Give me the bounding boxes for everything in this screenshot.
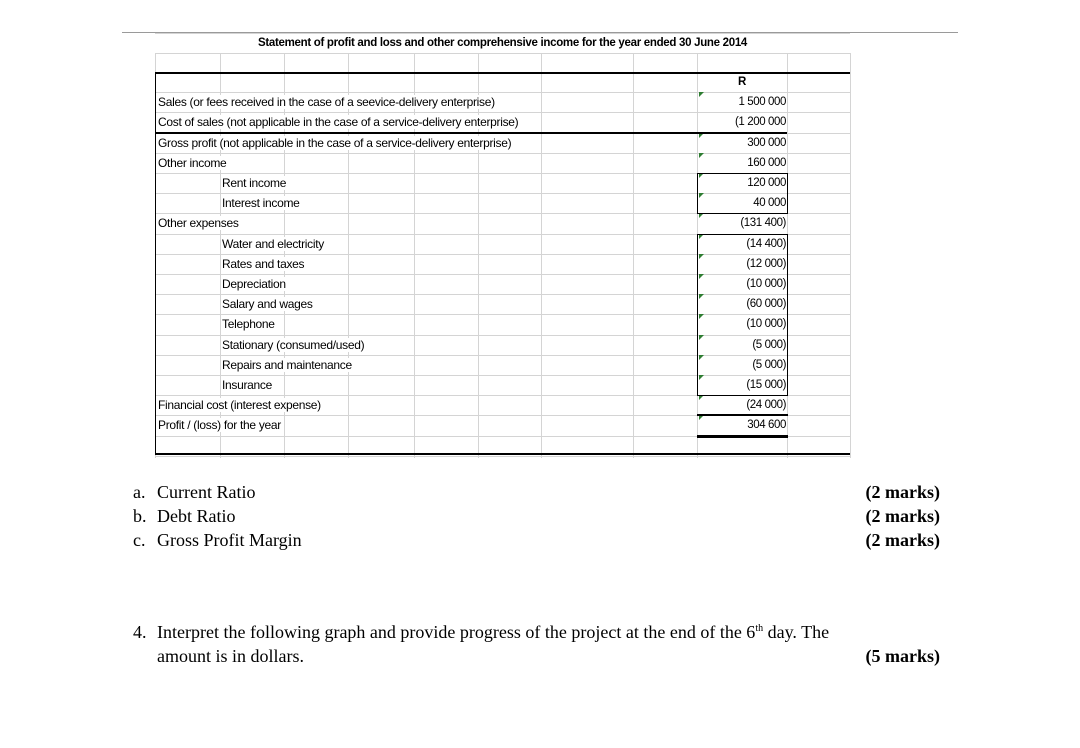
question-4-text-end: day. The [763, 622, 830, 642]
ratio-label: Current Ratio [157, 482, 256, 502]
row-label-text: Financial cost (interest expense) [158, 398, 321, 413]
question-4-text-line2: amount is in dollars. [157, 646, 304, 666]
ratio-marks: (2 marks) [865, 506, 940, 526]
statement-row-value: (1 200 000 [735, 116, 786, 129]
cell-note-marker-icon [699, 153, 704, 158]
statement-row-label [158, 113, 519, 132]
cell-border-box [697, 173, 788, 214]
statement-row-label [158, 396, 322, 415]
row-label-text: Cost of sales (not applicable in the case of a service-delivery enterprise) [158, 115, 519, 130]
statement-row-value: (131 400) [740, 217, 786, 230]
row-label-text: Gross profit (not applicable in the case of a service-delivery enterprise) [158, 135, 512, 150]
statement-row-label [222, 174, 287, 193]
statement-row-label [222, 376, 273, 395]
statement-row-value: 40 000 [753, 197, 786, 210]
statement-row-label [158, 134, 512, 153]
row-label-text: Other expenses [158, 216, 239, 231]
underline [697, 435, 788, 438]
statement-row-value: (10 000) [746, 278, 786, 290]
statement-row-value: 160 000 [747, 156, 786, 169]
question-4-text-line1 [157, 622, 829, 643]
row-label-text: Water and electricity [222, 236, 324, 251]
statement-row-label [158, 416, 282, 435]
statement-row-label [222, 295, 314, 314]
question-4-number: 4. [133, 622, 147, 642]
superscript: th [755, 623, 764, 634]
statement-row-label [222, 255, 305, 274]
statement-row-value: (14 400) [746, 237, 786, 250]
statement-row-label [222, 336, 365, 355]
statement-row-label [222, 275, 287, 294]
statement-row-value: (5 000) [752, 338, 786, 351]
underline [697, 414, 788, 416]
statement-row-value: (15 000) [746, 379, 786, 391]
statement-row-value: (10 000) [746, 318, 786, 331]
ratio-label: Debt Ratio [157, 506, 236, 526]
statement-row-value: (5 000) [752, 358, 786, 371]
row-label-text: Rates and taxes [222, 256, 305, 271]
statement-row-value: 304 600 [747, 419, 786, 432]
row-label-text: Rent income [222, 176, 287, 190]
row-label-text: Sales (or fees received in the case of a seevice-delivery enterprise) [158, 95, 495, 110]
grid-line [850, 53, 851, 458]
statement-row-value: (24 000) [746, 399, 786, 412]
grid-line [155, 53, 850, 54]
statement-row-label [158, 93, 496, 112]
cell-note-marker-icon [699, 92, 704, 97]
grid-line [155, 456, 850, 457]
row-label-text: Stationary (consumed/used) [222, 337, 365, 352]
profit-loss-statement-table [155, 33, 850, 458]
statement-row-value: 1 500 000 [738, 96, 786, 109]
question-4-text: Interpret the following graph and provide progress of the project at the end of the 6 [157, 622, 756, 642]
statement-row-label [158, 214, 240, 233]
cell-border-box [697, 234, 788, 397]
statement-row-value: 300 000 [747, 136, 786, 149]
ratio-marks: (2 marks) [865, 530, 940, 550]
ratio-letter: c. [133, 530, 146, 550]
statement-row-label [158, 154, 227, 173]
row-label-text: Profit / (loss) for the year [158, 418, 281, 433]
row-label-text: Insurance [222, 378, 272, 392]
statement-row-label [222, 235, 325, 254]
statement-row-value: (60 000) [746, 298, 786, 311]
row-label-text: Repairs and maintenance [222, 357, 352, 372]
statement-title [155, 33, 850, 53]
question-4-marks: (5 marks) [865, 646, 940, 666]
ratio-label: Gross Profit Margin [157, 530, 302, 550]
currency-header: R [738, 76, 746, 88]
row-label-text: Depreciation [222, 277, 286, 291]
statement-row-value: (12 000) [746, 257, 786, 270]
ratio-letter: b. [133, 506, 147, 526]
ratio-letter: a. [133, 482, 146, 502]
row-label-text: Salary and wages [222, 297, 313, 312]
ratio-marks: (2 marks) [865, 482, 940, 502]
statement-title-text: Statement of profit and loss and other comprehensive income for the year ended 30 June 2014 [257, 37, 748, 49]
row-label-text: Telephone [222, 317, 275, 332]
underline [155, 132, 787, 134]
row-label-text: Interest income [222, 196, 300, 211]
statement-row-label [222, 356, 353, 375]
statement-row-label [222, 315, 276, 334]
row-label-text: Other income [158, 155, 227, 170]
statement-row-label [222, 194, 301, 213]
statement-row-value: 120 000 [747, 177, 786, 189]
